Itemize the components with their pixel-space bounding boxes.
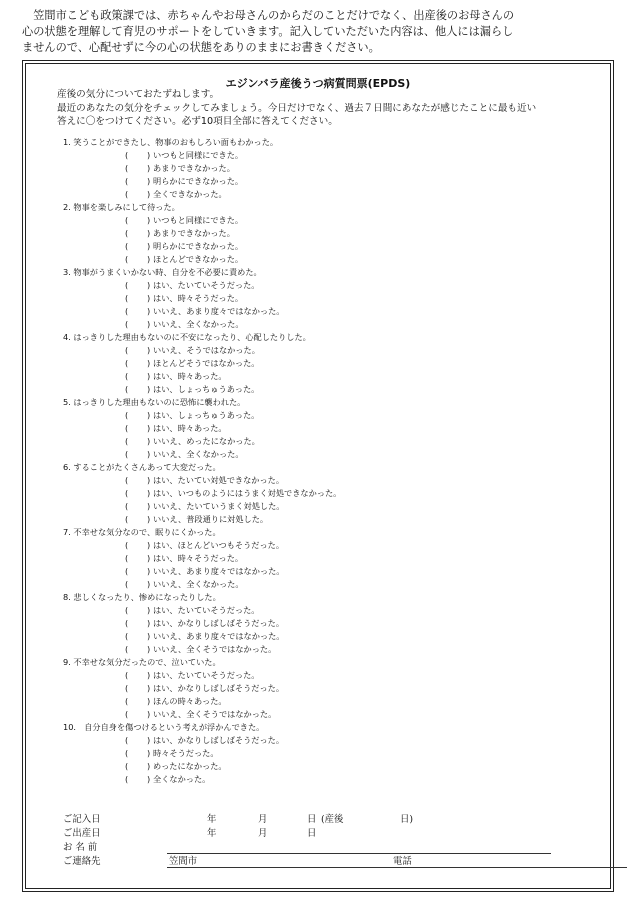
answer-paren-close: ) [147, 735, 151, 745]
contact-phone-label: 電話 [393, 856, 412, 867]
answer-paren-close: ) [147, 319, 151, 329]
answer-option[interactable] [125, 500, 341, 513]
answer-paren-close: ) [147, 423, 151, 433]
birth-date-label: ご出産日 [63, 828, 101, 839]
question-text: 8. 悲しくなったり、惨めになったりした。 [63, 592, 221, 602]
answer-option-text: いいえ、全くなかった。 [153, 449, 244, 459]
entry-month-label: 月 [258, 814, 268, 825]
answer-paren-close: ) [147, 631, 151, 641]
answer-option-text: はい、時々あった。 [153, 371, 227, 381]
answer-option-text: いいえ、普段通りに対処した。 [153, 514, 269, 524]
answer-paren-open: ( [125, 774, 129, 784]
answer-option[interactable] [125, 539, 341, 552]
answer-option-text: 明らかにできなかった。 [153, 176, 244, 186]
question-5 [63, 396, 341, 461]
answer-paren-open: ( [125, 345, 129, 355]
answer-option-text: いつもと同様にできた。 [153, 215, 244, 225]
answer-option[interactable] [125, 734, 341, 747]
answer-option[interactable] [125, 435, 341, 448]
answer-paren-open: ( [125, 566, 129, 576]
answer-paren-close: ) [147, 774, 151, 784]
question-2 [63, 201, 341, 266]
answer-paren-close: ) [147, 358, 151, 368]
question-text: 10. 自分自身を傷つけるという考えが浮かんできた。 [63, 722, 265, 732]
answer-option-text: いいえ、全くなかった。 [153, 579, 244, 589]
answer-paren-close: ) [147, 761, 151, 771]
name-label: お 名 前 [63, 842, 98, 853]
answer-paren-open: ( [125, 306, 129, 316]
answer-paren-open: ( [125, 761, 129, 771]
answer-option-text: はい、しょっちゅうあった。 [153, 384, 260, 394]
answer-paren-close: ) [147, 150, 151, 160]
answer-paren-close: ) [147, 241, 151, 251]
answer-paren-close: ) [147, 410, 151, 420]
answer-paren-open: ( [125, 475, 129, 485]
answer-option[interactable] [125, 773, 341, 786]
answer-option[interactable] [125, 175, 341, 188]
answer-paren-close: ) [147, 579, 151, 589]
answer-option-text: 明らかにできなかった。 [153, 241, 244, 251]
answer-option[interactable] [125, 344, 341, 357]
answer-paren-close: ) [147, 540, 151, 550]
answer-option[interactable] [125, 643, 341, 656]
answer-option-text: はい、ほとんどいつもそうだった。 [153, 540, 285, 550]
intro-line: 心の状態を理解して育児のサポートをしていきます。記入していただいた内容は、他人には漏らし [22, 25, 514, 38]
entry-date-label: ご記入日 [63, 814, 101, 825]
answer-paren-open: ( [125, 410, 129, 420]
answer-option-text: はい、たいていそうだった。 [153, 670, 260, 680]
question-list [63, 136, 341, 786]
answer-paren-close: ) [147, 345, 151, 355]
answer-option[interactable] [125, 149, 341, 162]
answer-paren-open: ( [125, 189, 129, 199]
answer-paren-open: ( [125, 241, 129, 251]
answer-paren-close: ) [147, 254, 151, 264]
answer-paren-open: ( [125, 748, 129, 758]
answer-paren-close: ) [147, 566, 151, 576]
answer-paren-open: ( [125, 644, 129, 654]
answer-option[interactable] [125, 422, 341, 435]
answer-paren-open: ( [125, 358, 129, 368]
answer-option[interactable] [125, 448, 341, 461]
answer-option-text: はい、かなりしばしばそうだった。 [153, 683, 285, 693]
answer-option[interactable] [125, 487, 341, 500]
answer-option[interactable] [125, 253, 341, 266]
answer-option-text: いいえ、あまり度々ではなかった。 [153, 631, 285, 641]
answer-option-text: はい、かなりしばしばそうだった。 [153, 618, 285, 628]
answer-paren-close: ) [147, 709, 151, 719]
answer-paren-close: ) [147, 488, 151, 498]
answer-option-text: いいえ、全くそうではなかった。 [153, 644, 277, 654]
questionnaire-frame [22, 60, 614, 892]
name-underline [167, 853, 551, 854]
answer-option[interactable] [125, 747, 341, 760]
answer-paren-open: ( [125, 280, 129, 290]
question-3 [63, 266, 341, 331]
contact-label: ご連絡先 [63, 856, 101, 867]
answer-paren-open: ( [125, 423, 129, 433]
question-text: 7. 不幸せな気分なので、眠りにくかった。 [63, 527, 221, 537]
answer-option[interactable] [125, 409, 341, 422]
answer-option[interactable] [125, 162, 341, 175]
question-10 [63, 721, 341, 786]
answer-paren-open: ( [125, 228, 129, 238]
question-4 [63, 331, 341, 396]
answer-option[interactable] [125, 279, 341, 292]
answer-option-text: いいえ、あまり度々ではなかった。 [153, 566, 285, 576]
entry-day-label: 日 [307, 814, 317, 825]
answer-option[interactable] [125, 383, 341, 396]
answer-option[interactable] [125, 630, 341, 643]
answer-option[interactable] [125, 513, 341, 526]
question-text: 4. はっきりした理由もないのに不安になったり、心配したりした。 [63, 332, 311, 342]
answer-paren-close: ) [147, 553, 151, 563]
answer-paren-close: ) [147, 449, 151, 459]
answer-option-text: はい、たいていそうだった。 [153, 605, 260, 615]
answer-option-text: はい、いつものようにはうまく対処できなかった。 [153, 488, 342, 498]
answer-paren-close: ) [147, 644, 151, 654]
question-text: 9. 不幸せな気分だったので、泣いていた。 [63, 657, 221, 667]
instruction-line: 産後の気分についておたずねします。 [57, 89, 220, 100]
answer-option-text: 全くなかった。 [153, 774, 211, 784]
birth-year-label: 年 [207, 828, 217, 839]
answer-option[interactable] [125, 578, 341, 591]
answer-paren-close: ) [147, 189, 151, 199]
answer-paren-open: ( [125, 371, 129, 381]
question-text: 6. することがたくさんあって大変だった。 [63, 462, 221, 472]
answer-option-text: いいえ、あまり度々ではなかった。 [153, 306, 285, 316]
answer-option-text: あまりできなかった。 [153, 163, 235, 173]
question-1 [63, 136, 341, 201]
answer-paren-close: ) [147, 501, 151, 511]
answer-option[interactable] [125, 474, 341, 487]
contact-underline [167, 867, 627, 868]
answer-paren-open: ( [125, 540, 129, 550]
answer-option[interactable] [125, 695, 341, 708]
answer-paren-close: ) [147, 696, 151, 706]
instruction-line: 最近のあなたの気分をチェックしてみましょう。今日だけでなく、過去７日間にあなたが感じたことに最も近い [57, 102, 537, 114]
answer-option-text: いいえ、全くなかった。 [153, 319, 244, 329]
answer-paren-open: ( [125, 605, 129, 615]
answer-paren-open: ( [125, 709, 129, 719]
answer-option-text: あまりできなかった。 [153, 228, 235, 238]
answer-option-text: はい、たいてい対処できなかった。 [153, 475, 285, 485]
answer-option[interactable] [125, 565, 341, 578]
answer-option-text: 全くできなかった。 [153, 189, 227, 199]
answer-paren-close: ) [147, 293, 151, 303]
question-8 [63, 591, 341, 656]
answer-option-text: はい、時々そうだった。 [153, 553, 244, 563]
postpartum-close: 日) [400, 814, 414, 825]
answer-paren-close: ) [147, 228, 151, 238]
birth-day-label: 日 [307, 828, 317, 839]
answer-option-text: はい、時々あった。 [153, 423, 227, 433]
question-text: 1. 笑うことができたし、物事のおもしろい面もわかった。 [63, 137, 279, 147]
answer-paren-close: ) [147, 683, 151, 693]
answer-option[interactable] [125, 240, 341, 253]
answer-paren-close: ) [147, 670, 151, 680]
answer-option[interactable] [125, 760, 341, 773]
answer-paren-close: ) [147, 384, 151, 394]
answer-option[interactable] [125, 604, 341, 617]
answer-option[interactable] [125, 188, 341, 201]
answer-option[interactable] [125, 552, 341, 565]
intro-line: ませんので、心配せずに今の心の状態をありのままにお書きください。 [22, 41, 380, 54]
answer-paren-open: ( [125, 696, 129, 706]
answer-paren-close: ) [147, 436, 151, 446]
answer-option[interactable] [125, 708, 341, 721]
answer-paren-open: ( [125, 150, 129, 160]
answer-paren-open: ( [125, 215, 129, 225]
answer-option[interactable] [125, 305, 341, 318]
answer-paren-open: ( [125, 176, 129, 186]
answer-paren-open: ( [125, 254, 129, 264]
answer-option-text: めったになかった。 [153, 761, 227, 771]
answer-paren-open: ( [125, 449, 129, 459]
answer-paren-open: ( [125, 384, 129, 394]
answer-paren-open: ( [125, 631, 129, 641]
instructions [57, 88, 536, 129]
answer-paren-open: ( [125, 163, 129, 173]
answer-option[interactable] [125, 617, 341, 630]
answer-paren-close: ) [147, 215, 151, 225]
answer-paren-close: ) [147, 514, 151, 524]
question-9 [63, 656, 341, 721]
entry-year-label: 年 [207, 814, 217, 825]
answer-option-text: ほんの時々あった。 [153, 696, 227, 706]
answer-option[interactable] [125, 357, 341, 370]
answer-paren-close: ) [147, 748, 151, 758]
answer-paren-open: ( [125, 436, 129, 446]
answer-option-text: いいえ、全くそうではなかった。 [153, 709, 277, 719]
contact-city: 笠間市 [169, 856, 198, 867]
answer-paren-open: ( [125, 501, 129, 511]
answer-paren-open: ( [125, 579, 129, 589]
answer-option-text: はい、かなりしばしばそうだった。 [153, 735, 285, 745]
answer-option-text: いいえ、めったになかった。 [153, 436, 260, 446]
answer-paren-close: ) [147, 306, 151, 316]
answer-paren-close: ) [147, 475, 151, 485]
answer-paren-close: ) [147, 618, 151, 628]
answer-paren-close: ) [147, 163, 151, 173]
question-text: 3. 物事がうまくいかない時、自分を不必要に責めた。 [63, 267, 262, 277]
answer-option-text: ほとんどそうではなかった。 [153, 358, 260, 368]
intro-text [22, 8, 612, 56]
answer-option-text: 時々そうだった。 [153, 748, 219, 758]
answer-paren-open: ( [125, 735, 129, 745]
answer-paren-close: ) [147, 280, 151, 290]
answer-option-text: いつもと同様にできた。 [153, 150, 244, 160]
answer-paren-open: ( [125, 514, 129, 524]
answer-paren-close: ) [147, 605, 151, 615]
postpartum-open: (産後 [321, 814, 344, 825]
answer-option[interactable] [125, 682, 341, 695]
answer-option-text: はい、しょっちゅうあった。 [153, 410, 260, 420]
questionnaire-title: エジンバラ産後うつ病質問票(EPDS) [225, 77, 411, 90]
intro-line: 笠間市こども政策課では、赤ちゃんやお母さんのからだのことだけでなく、出産後のお母さんの [22, 9, 515, 22]
answer-option[interactable] [125, 227, 341, 240]
question-6 [63, 461, 341, 526]
question-7 [63, 526, 341, 591]
answer-paren-close: ) [147, 176, 151, 186]
answer-option-text: はい、時々そうだった。 [153, 293, 244, 303]
answer-paren-open: ( [125, 670, 129, 680]
instruction-line: 答えに〇をつけてください。必ず10項目全部に答えてください。 [57, 116, 338, 127]
answer-option-text: はい、たいていそうだった。 [153, 280, 260, 290]
answer-paren-close: ) [147, 371, 151, 381]
birth-month-label: 月 [258, 828, 268, 839]
answer-option-text: いいえ、たいていうまく対処した。 [153, 501, 285, 511]
answer-paren-open: ( [125, 618, 129, 628]
answer-paren-open: ( [125, 683, 129, 693]
answer-option-text: いいえ、そうではなかった。 [153, 345, 260, 355]
answer-option-text: ほとんどできなかった。 [153, 254, 244, 264]
answer-paren-open: ( [125, 553, 129, 563]
answer-option[interactable] [125, 318, 341, 331]
answer-option[interactable] [125, 292, 341, 305]
answer-option[interactable] [125, 214, 341, 227]
answer-paren-open: ( [125, 319, 129, 329]
question-text: 2. 物事を楽しみにして待った。 [63, 202, 180, 212]
answer-option[interactable] [125, 669, 341, 682]
question-text: 5. はっきりした理由もないのに恐怖に襲われた。 [63, 397, 246, 407]
answer-paren-open: ( [125, 488, 129, 498]
answer-option[interactable] [125, 370, 341, 383]
answer-paren-open: ( [125, 293, 129, 303]
